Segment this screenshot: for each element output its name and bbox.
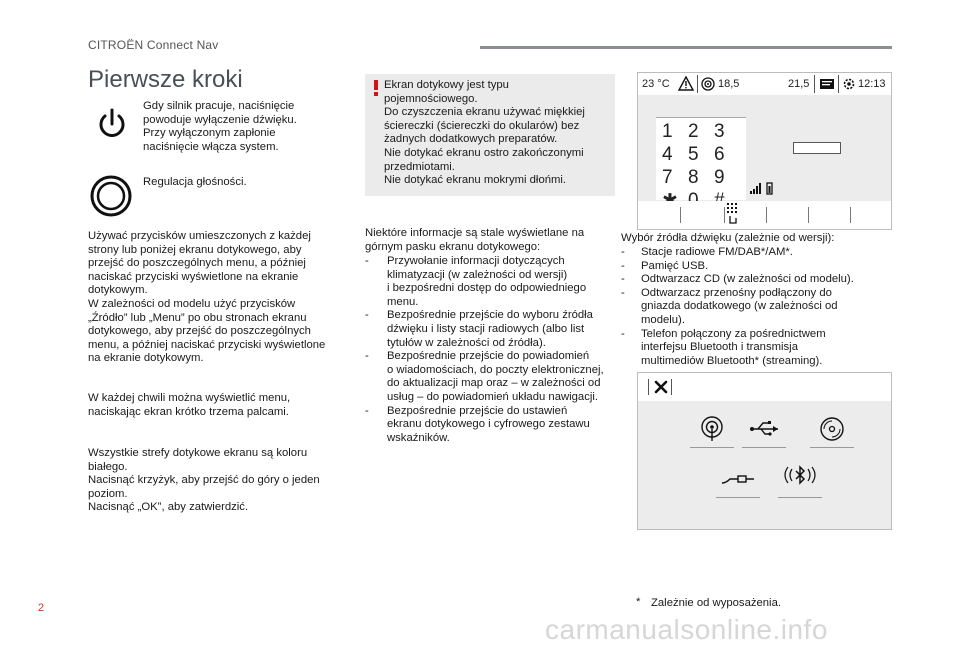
key-9: 9 [714,167,725,188]
source-list [621,246,901,368]
status-temperature-2: 21,5 [788,78,810,90]
footnote-mark: * [636,596,641,608]
usb-source-icon [742,415,786,448]
volume-knob-icon [89,174,133,218]
left-paragraph-1: Używać przycisków umieszczonych z każdej strony lub poniżej ekranu dotykowego, aby przejść do poszczególnych menu, a później naciskać przyciski wyświetlone na ekranie dotykowym. W zależności od modelu użyć przycisków „Źródło” lub „Menu” po obu stronach ekranu dotykowego, aby przejść do poszczególnych menu, a później naciskać przyciski wyświetlone na ekranie dotykowym. [88,230,326,365]
warning-text: Ekran dotykowy jest typu pojemnościowego. Do czyszczenia ekranu używać miękkiej ściereczki (ściereczki do okularów) bez żadnych dodatkowych preparatów. Nie dotykać ekranu ostro zakończonymi przedmiotami. Nie dotykać ekranu mokrymi dłońmi. [384,79,585,187]
page-title: Pierwsze kroki [88,66,243,93]
list-item: - Odtwarzacz CD (w zależności od modelu). [621,273,854,286]
divider [838,75,839,93]
key-5: 5 [688,144,699,165]
divider [814,75,815,93]
bluetooth-source-icon [778,461,822,498]
status-bar-intro: Niektóre informacje są stale wyświetlane na górnym pasku ekranu dotykowego: [365,227,585,253]
touchscreen-home-illustration [637,72,892,230]
settings-icon [842,77,856,96]
exclamation-icon [370,80,382,96]
touchscreen-sources-illustration [637,372,892,530]
radio-icon [701,77,715,96]
list-item: - Bezpośrednie przejście do powiadomień o wiadomościach, do poczty elektronicznej, do aktualizacji map oraz – w zależności od usług – do powiadomień układu nawigacji. [365,350,604,403]
sources-top-bar [638,373,891,401]
list-item: - Przywołanie informacji dotyczących klimatyzacji (w zależności od wersji) i bezpośredni dostęp do odpowiedniego menu. [365,255,587,308]
power-description: Gdy silnik pracuje, naciśnięcie powoduje wyłączenie dźwięku. Przy wyłączonym zapłonie naciśnięcie włącza system. [143,100,297,153]
header-rule [480,46,892,49]
power-icon [92,104,132,144]
brand-header: CITROËN Connect Nav [88,38,219,52]
list-item: - Bezpośrednie przejście do ustawień ekranu dotykowego i cyfrowego zestawu wskaźników. [365,404,590,444]
divider [680,207,681,223]
warning-triangle-icon [678,76,694,96]
list-item: - Odtwarzacz przenośny podłączony do gniazda dodatkowego (w zależności od modelu). [621,286,838,326]
key-8: 8 [688,167,699,188]
divider [724,207,725,223]
apps-grid-icon [726,202,740,229]
status-bar-list [365,255,620,445]
page-number: 2 [38,602,45,614]
status-time: 12:13 [858,78,886,90]
messages-icon [819,77,835,96]
aux-source-icon [716,465,760,498]
list-item: - Bezpośrednie przejście do wyboru źródła dźwięku i listy stacji radiowych (albo list tytułów w zależności od źródła). [365,309,593,349]
list-item: - Pamięć USB. [621,259,709,272]
key-6: 6 [714,144,725,165]
list-item: - Stacje radiowe FM/DAB*/AM*. [621,246,793,258]
key-1: 1 [662,121,673,142]
volume-description: Regulacja głośności. [143,176,247,188]
watermark: carmanualsonline.info [545,614,828,645]
radio-source-icon [690,415,734,448]
display-slot [793,142,841,154]
divider [648,379,649,395]
left-paragraph-3: Wszystkie strefy dotykowe ekranu są koloru białego. Nacisnąć krzyżyk, aby przejść do góry o jeden poziom. Nacisnąć „OK”, aby zatwierdzić. [88,447,320,514]
key-4: 4 [662,144,673,165]
close-icon [654,380,668,399]
keypad [656,117,746,200]
divider [766,207,767,223]
divider [850,207,851,223]
source-intro: Wybór źródła dźwięku (zależnie od wersji): [621,232,835,244]
list-item: - Telefon połączony za pośrednictwem interfejsu Bluetooth i transmisja multimediów Bluetooth* (streaming). [621,327,826,367]
signal-icon [750,181,776,200]
key-7: 7 [662,167,673,188]
key-3: 3 [714,121,725,142]
status-temperature: 23 °C [642,78,670,90]
divider [808,207,809,223]
divider [697,75,698,93]
key-2: 2 [688,121,699,142]
cd-source-icon [810,415,854,448]
divider [671,379,672,395]
footnote: Zależnie od wyposażenia. [651,597,781,609]
bottom-bar [638,201,891,229]
status-frequency: 18,5 [718,78,740,90]
left-paragraph-2: W każdej chwili można wyświetlić menu, naciskając ekran krótko trzema palcami. [88,392,291,418]
